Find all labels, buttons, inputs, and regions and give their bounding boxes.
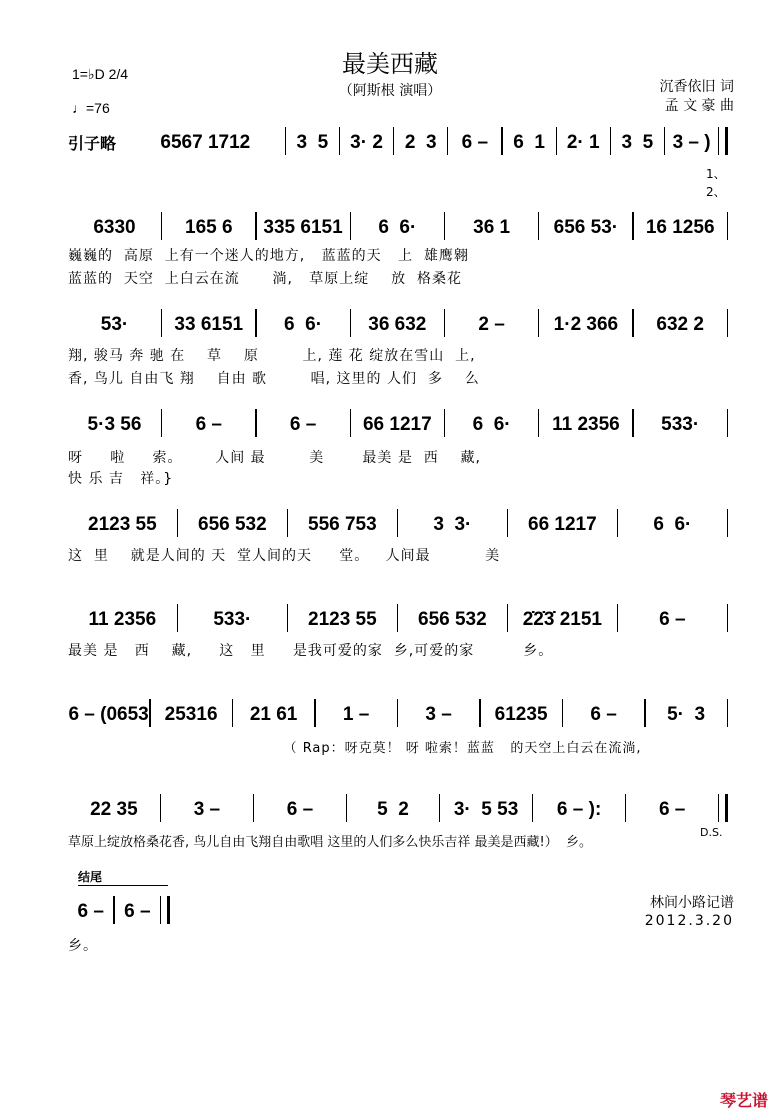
measure: 6330 (93, 217, 136, 238)
measure: 2̇2̇3̇ 2151 (522, 609, 602, 630)
measure: 6 6· (472, 414, 511, 435)
key: 1=♭D (72, 66, 105, 82)
notation-row (68, 795, 728, 821)
measure: 6 – (289, 414, 317, 435)
performer: （阿斯根 演唱） (338, 83, 442, 99)
notation-row (68, 510, 728, 536)
measure: 25316 (164, 704, 218, 725)
lyric-line: 最美 是 西 藏, 这 里 是我可爱的家 乡,可爱的家 乡。 (68, 643, 554, 659)
lyric-line: 这 里 就是人间的 天 堂人间的天 堂。 人间最 美 (68, 548, 501, 564)
measure: 6 6· (284, 314, 323, 335)
measure: 1·2 366 (553, 314, 619, 335)
volta-2: 2、 (706, 185, 726, 199)
measure: 11 2356 (552, 414, 620, 435)
measure: 335 6151 (263, 217, 343, 238)
measure: 556 753 (308, 514, 377, 535)
measure: 656 53· (553, 217, 619, 238)
measure: 6 – (590, 704, 617, 725)
rap-line: 草原上绽放格桑花香, 鸟儿自由飞翔自由歌唱 这里的人们多么快乐吉祥 最美是西藏!） 乡。 (68, 835, 593, 850)
lyric-line: 乡。 (68, 938, 98, 954)
lyric-line: 呀 啦 索。 人间 最 美 最美 是 西 藏, (68, 450, 482, 466)
measure: 5·3 56 (87, 414, 142, 435)
notation-row (68, 410, 728, 436)
measure: 53· (100, 314, 129, 335)
measure: 2 3 (404, 132, 437, 153)
measure: 3 – (193, 799, 221, 820)
notation-row (68, 213, 728, 239)
key-signature (72, 66, 128, 83)
bar-line (718, 127, 728, 155)
song-title: 最美西藏 (342, 50, 438, 78)
measure: 3 – ) (672, 132, 711, 153)
measure: 656 532 (418, 609, 487, 630)
measure: 6 – ): (556, 799, 602, 820)
measure: 2 – (478, 314, 505, 335)
measure: 61235 (494, 704, 548, 725)
notation-row (68, 897, 170, 923)
lyric-line: 快 乐 吉 祥。} (68, 471, 174, 487)
volta-1: 1、 (706, 167, 726, 181)
measure: 656 532 (198, 514, 267, 535)
bar-line (727, 604, 728, 632)
measure: 36 632 (368, 314, 427, 335)
transcriber: 林间小路记谱 (650, 895, 734, 911)
measure: 3 3· (433, 514, 472, 535)
measure: 5 2 (377, 799, 409, 820)
measure: 5· 3 (667, 704, 706, 725)
measure: 6 1 (513, 132, 545, 153)
measure: 165 6 (185, 217, 233, 238)
notation-row (68, 310, 728, 336)
measure: 1 – (342, 704, 370, 725)
measure: 3· 5 53 (453, 799, 519, 820)
measure: 6 6· (378, 217, 417, 238)
measure: 3 5 (621, 132, 654, 153)
measure: 6567 1712 (160, 132, 251, 153)
measure: 6 – (195, 414, 222, 435)
measure: 22 35 (90, 799, 138, 820)
lyric-line: 香, 鸟儿 自由飞 翔 自由 歌 唱, 这里的 人们 多 么 (68, 371, 480, 387)
rap-line: （ Rap：呀克莫！ 呀 啦索！蓝蓝 的天空上白云在流淌, (68, 741, 642, 756)
lyric-line: 蓝蓝的 天空 上白云在流 淌, 草原上绽 放 格桑花 (68, 271, 463, 287)
bar-line (727, 699, 728, 727)
intro-label: 引子略 (68, 136, 117, 153)
bar-line (727, 409, 728, 437)
measure: 33 6151 (174, 314, 244, 335)
measure: 2123 55 (88, 514, 157, 535)
measure: 6 – (658, 799, 686, 820)
measure: 6 – (0653 (68, 704, 149, 725)
dal-segno: D.S. (700, 826, 723, 839)
measure: 2123 55 (308, 609, 377, 630)
notation-row (68, 700, 728, 726)
measure: 3· 2 (350, 132, 383, 153)
bar-line (718, 794, 728, 822)
date: 2012.3.20 (644, 913, 734, 929)
measure: 36 1 (473, 217, 511, 238)
ending-label: 结尾 (78, 868, 168, 886)
measure: 3 5 (296, 132, 329, 153)
measure: 533· (661, 414, 700, 435)
bar-line (727, 509, 728, 537)
measure: 6 – (286, 799, 314, 820)
measure: 66 1217 (528, 514, 597, 535)
measure: 21 61 (249, 704, 298, 725)
measure: 11 2356 (88, 609, 157, 630)
notation-row (68, 605, 728, 631)
measure: 6 – (124, 901, 151, 922)
measure: 6 – (461, 132, 489, 153)
measure: 533· (213, 609, 252, 630)
bar-line (160, 896, 170, 924)
bar-line (727, 212, 728, 240)
tempo: ♩=76 (72, 100, 110, 116)
measure: 2· 1 (566, 132, 600, 153)
composer: 孟 文 豪 曲 (664, 98, 734, 114)
measure: 6 – (659, 609, 686, 630)
measure: 66 1217 (362, 414, 432, 435)
time-signature: 2/4 (108, 66, 129, 82)
measure: 632 2 (656, 314, 704, 335)
measure: 6 6· (653, 514, 692, 535)
lyricist: 沉香依旧 词 (659, 79, 734, 95)
site-logo: 琴艺谱 (719, 1091, 768, 1110)
notation-row (68, 128, 728, 154)
measure: 16 1256 (645, 217, 715, 238)
measure: 6 – (77, 901, 104, 922)
lyric-line: 翔, 骏马 奔 驰 在 草 原 上, 莲 花 绽放在雪山 上, (68, 348, 476, 364)
lyric-line: 巍巍的 高原 上有一个迷人的地方, 蓝蓝的天 上 雄鹰翱 (68, 248, 469, 264)
bar-line (727, 309, 728, 337)
measure: 3 – (425, 704, 452, 725)
